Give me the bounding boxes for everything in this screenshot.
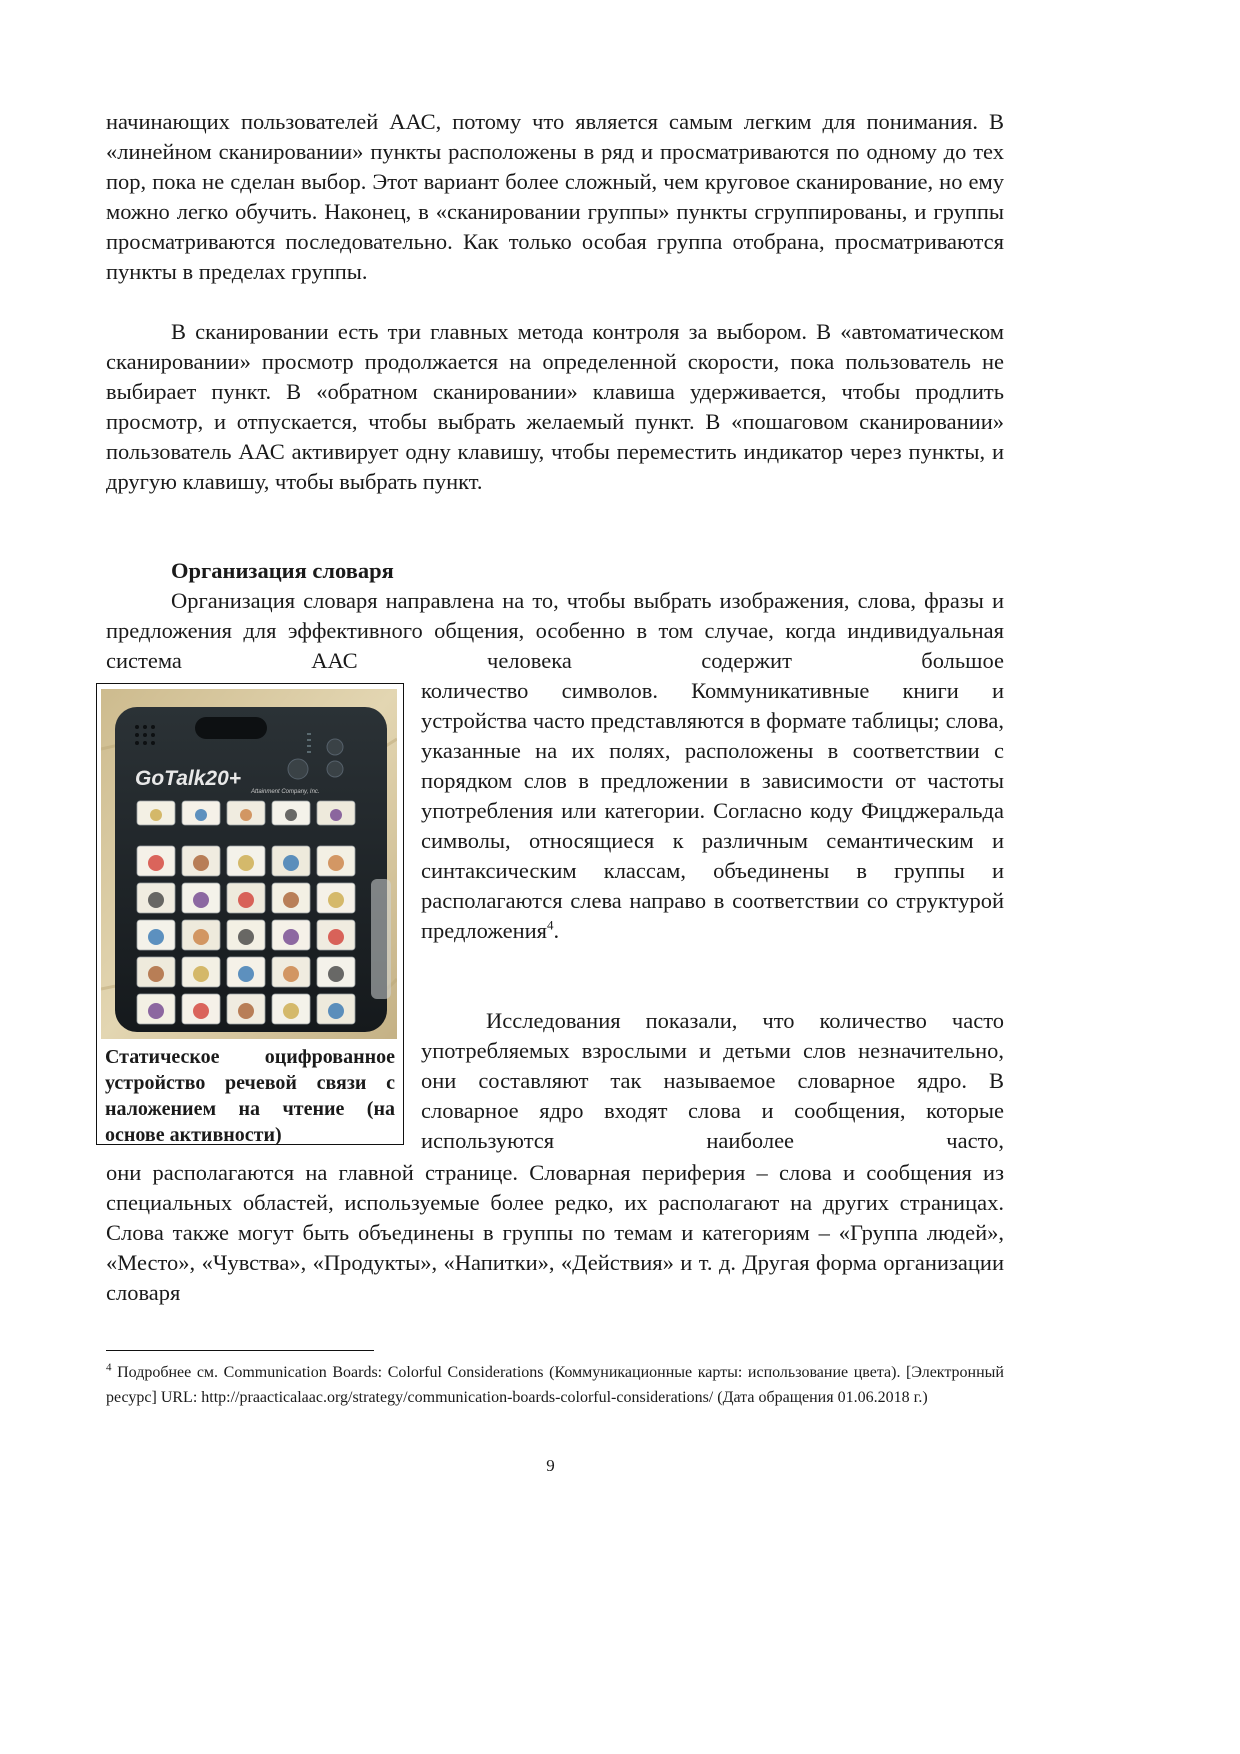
symbol-picture-icon [193,892,209,908]
symbol-picture-icon [238,1003,254,1019]
paragraph-text: они располагаются на главной странице. Словарная периферия – слова и сообщения из специальных областей, используемые более редко, их располагают на других страницах. Слова также могут быть объединены в группы по темам и категориям – «Группа людей», «Место», «Чувства», «Продукты», «Напитки», «Действия» и т. д. Другая форма организации словаря [106,1160,1004,1305]
device-brand-logo: GoTalk20+ [135,767,242,790]
level-up-button [327,739,343,755]
volume-knob [288,759,308,779]
symbol-picture-icon [328,855,344,871]
symbol-picture-icon [148,929,164,945]
paragraph-text: Исследования показали, что количество часто употребляемых взрослыми и детьми слов незначительно, они составляют так называемое словарное ядро. В словарное ядро входят слова и сообщения, которые используются наиболее часто, [421,1008,1004,1153]
symbol-picture-icon [238,966,254,982]
symbol-picture-icon [328,929,344,945]
symbol-picture-icon [148,966,164,982]
speaker-grille [135,725,155,745]
section-heading: Организация словаря [171,558,394,583]
device-photo [101,689,397,1039]
figure-frame [96,683,404,1145]
body-paragraph-3-full-width [106,586,1004,676]
paragraph-text: начинающих пользователей ААС, потому что является самым легким для понимания. В «линейном сканировании» пункты расположены в ряд и просматриваются по одному до тех пор, пока не сделан выбор. Этот вариант более сложный, чем круговое сканирование, но ему можно легко обучить. Наконец, в «сканировании группы» пункты сгруппированы, и группы просматриваются последовательно. Как только особая группа отобрана, просматриваются пункты в пределах группы. [106,109,1004,284]
footnote-divider [106,1350,374,1351]
paragraph-text: В сканировании есть три главных метода контроля за выбором. В «автоматическом сканировании» просмотр продолжается на определенной скорости, пока пользователь не выбирает пункт. В «обратном сканировании» клавиша удерживается, чтобы продлить просмотр, и отпускается, чтобы выбрать желаемый пункт. В «пошаговом сканировании» пользователь ААС активирует одну клавишу, чтобы переместить индикатор через пункты, и другую клавишу, чтобы выбрать пункт. [106,319,1004,494]
symbol-picture-icon [148,892,164,908]
footnote [106,1360,1004,1410]
symbol-picture-icon [238,929,254,945]
symbol-picture-icon [193,966,209,982]
paragraph-period: . [553,918,560,943]
device-side-clip [371,879,391,999]
symbol-picture-icon [193,855,209,871]
symbol-picture-icon [328,1003,344,1019]
symbol-picture-icon [285,809,297,821]
symbol-picture-icon [328,892,344,908]
footnote-reference: 4 [547,917,554,933]
symbol-picture-icon [193,929,209,945]
figure-caption: Статическое оцифрованное устройство речевой связи с наложением на чтение (на основе активности) [105,1046,395,1146]
paragraph-text [421,676,1004,946]
paragraph-text: Организация словаря направлена на то, чтобы выбрать изображения, слова, фразы и предложения для эффективного общения, особенно в том случае, когда индивидуальная система ААС человека содержит большое [106,588,1004,673]
symbol-picture-icon [283,1003,299,1019]
symbol-picture-icon [330,809,342,821]
symbol-picture-icon [148,1003,164,1019]
paragraph-text-span: количество символов. Коммуникативные книги и устройства часто представляются в формате таблицы; слова, указанные на их полях, расположены в соответствии с порядком слов в предложении в зависимости от частоты употребления или категории. Согласно коду Фицджеральда символы, относящиеся к различным семантическим и синтаксическим классам, объединены в группы и располагаются слева направо в соответствии со структурой предложения [421,678,1004,943]
symbol-picture-icon [238,892,254,908]
symbol-picture-icon [328,966,344,982]
symbol-picture-icon [283,966,299,982]
body-paragraph-1 [106,107,1004,287]
footnote-text: Подробнее см. Communication Boards: Colorful Considerations (Коммуникационные карты: использование цвета). [Электронный ресурс] URL: http://praacticalaac.org/strategy/communication-boards-colorful-considerations/ (Дата обращения 01.06.2018 г.) [106,1364,1004,1406]
device-photo-illustration [101,689,397,1039]
symbol-picture-icon [150,809,162,821]
symbol-picture-icon [283,929,299,945]
page-number: 9 [546,1456,555,1475]
body-paragraph-4-full-width [106,1158,1004,1308]
symbol-picture-icon [193,1003,209,1019]
body-paragraph-4-wrapped [421,1006,1004,1156]
device-handle [195,717,267,739]
symbol-picture-icon [238,855,254,871]
symbol-picture-icon [195,809,207,821]
symbol-picture-icon [283,855,299,871]
footnote-number: 4 [106,1361,112,1374]
symbol-picture-icon [283,892,299,908]
symbol-picture-icon [240,809,252,821]
body-paragraph-2 [106,317,1004,497]
level-down-button [327,761,343,777]
body-paragraph-3-wrapped [421,676,1004,946]
symbol-picture-icon [148,855,164,871]
device-maker-label: Attainment Company, Inc. [251,789,320,795]
